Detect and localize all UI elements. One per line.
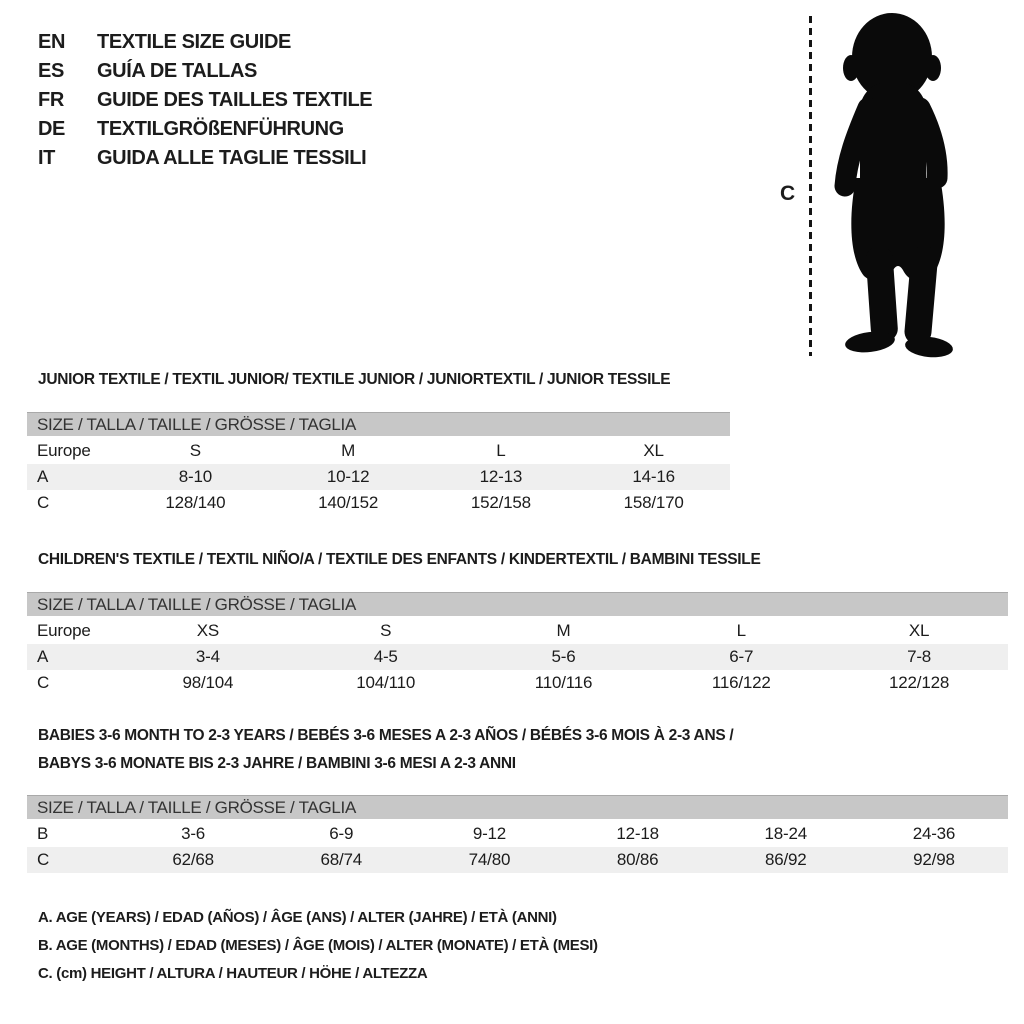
table-cell: 7-8	[907, 647, 932, 666]
note-height-cm: C. (cm) HEIGHT / ALTURA / HAUTEUR / HÖHE / ALTEZZA	[38, 965, 428, 982]
table-cell: S	[380, 621, 392, 640]
table-cell: 86/92	[765, 850, 807, 869]
height-dashed-line	[809, 16, 812, 356]
table-cell: 80/86	[616, 850, 659, 869]
table-cell: M	[556, 621, 571, 640]
children-size-table	[27, 592, 1008, 696]
language-code: EN	[38, 31, 65, 53]
row-label: A	[37, 467, 49, 486]
row-label: Europe	[37, 441, 91, 460]
table-row	[27, 821, 1008, 847]
row-label: C	[37, 850, 50, 869]
table-cell: 62/68	[172, 850, 214, 869]
table-cell: 98/104	[182, 673, 234, 692]
language-label: TEXTILGRÖßENFÜHRUNG	[97, 118, 344, 140]
table-cell: 122/128	[889, 673, 950, 692]
table-cell: M	[341, 441, 356, 460]
language-code: FR	[38, 89, 64, 111]
language-row	[38, 57, 372, 86]
table-row	[27, 438, 730, 464]
table-cell: 3-4	[195, 647, 220, 666]
table-cell: 14-16	[632, 467, 675, 486]
table-cell: S	[189, 441, 201, 460]
table-row	[27, 644, 1008, 670]
note-age-years: A. AGE (YEARS) / EDAD (AÑOS) / ÂGE (ANS) / ALTER (JAHRE) / ETÀ (ANNI)	[38, 909, 557, 926]
table-cell: 92/98	[913, 850, 955, 869]
language-label: GUIDA ALLE TAGLIE TESSILI	[97, 147, 367, 169]
table-cell: 9-12	[472, 824, 507, 843]
table-cell: 104/110	[356, 673, 416, 692]
language-list	[38, 28, 372, 173]
table-cell: 8-10	[178, 467, 212, 486]
language-code: DE	[38, 118, 65, 140]
language-code: ES	[38, 60, 64, 82]
table-size-header: SIZE / TALLA / TAILLE / GRÖSSE / TAGLIA	[27, 592, 1008, 616]
row-label: C	[37, 493, 50, 512]
table-cell: 6-7	[729, 647, 754, 666]
table-cell: 158/170	[623, 493, 684, 512]
table-cell: 12-13	[479, 467, 523, 486]
language-label: TEXTILE SIZE GUIDE	[97, 31, 291, 53]
language-label: GUIDE DES TAILLES TEXTILE	[97, 89, 373, 111]
table-body	[27, 438, 730, 516]
section-title-children	[38, 546, 760, 574]
table-cell: 3-6	[181, 824, 206, 843]
section-title-babies	[38, 722, 733, 778]
section-title-junior	[38, 366, 670, 394]
table-cell: 6-9	[329, 824, 354, 843]
table-cell: 18-24	[764, 824, 808, 843]
table-cell: XL	[908, 621, 930, 640]
height-measure-label: C	[780, 182, 796, 205]
language-row	[38, 86, 372, 115]
table-body	[27, 618, 1008, 696]
table-row	[27, 490, 730, 516]
table-cell: 10-12	[326, 467, 370, 486]
language-row	[38, 144, 372, 173]
table-cell: XL	[643, 441, 664, 460]
section-title-line: BABYS 3-6 MONATE BIS 2-3 JAHRE / BAMBINI 3-6 MESI A 2-3 ANNI	[38, 755, 516, 772]
row-label: Europe	[37, 621, 91, 640]
table-cell: 5-6	[551, 647, 576, 666]
row-label: C	[37, 673, 50, 692]
section-title-line: JUNIOR TEXTILE / TEXTIL JUNIOR/ TEXTILE JUNIOR / JUNIORTEXTIL / JUNIOR TESSILE	[38, 371, 671, 388]
junior-size-table	[27, 412, 730, 516]
section-title-line: CHILDREN'S TEXTILE / TEXTIL NIÑO/A / TEXTILE DES ENFANTS / KINDERTEXTIL / BAMBINI TESSILE	[38, 551, 761, 568]
table-cell: 12-18	[616, 824, 659, 843]
table-cell: 24-36	[912, 824, 956, 843]
table-row	[27, 847, 1008, 873]
row-label: A	[37, 647, 49, 666]
note-age-months: B. AGE (MONTHS) / EDAD (MESES) / ÂGE (MOIS) / ALTER (MONATE) / ETÀ (MESI)	[38, 937, 598, 954]
table-row	[27, 618, 1008, 644]
table-cell: 4-5	[373, 647, 398, 666]
table-row	[27, 464, 730, 490]
table-size-header: SIZE / TALLA / TAILLE / GRÖSSE / TAGLIA	[27, 412, 730, 436]
toddler-silhouette-icon	[818, 8, 988, 360]
table-cell: L	[496, 441, 506, 460]
language-row	[38, 115, 372, 144]
table-size-header: SIZE / TALLA / TAILLE / GRÖSSE / TAGLIA	[27, 795, 1008, 819]
babies-size-table	[27, 795, 1008, 873]
table-body	[27, 821, 1008, 873]
table-cell: 140/152	[318, 493, 379, 512]
language-row	[38, 28, 372, 57]
table-cell: 128/140	[165, 493, 226, 512]
table-row	[27, 670, 1008, 696]
table-cell: XS	[196, 621, 220, 640]
section-title-line: BABIES 3-6 MONTH TO 2-3 YEARS / BEBÉS 3-6 MESES A 2-3 AÑOS / BÉBÉS 3-6 MOIS À 2-3 ANS /	[38, 727, 734, 744]
table-cell: 74/80	[468, 850, 511, 869]
table-cell: 68/74	[320, 850, 363, 869]
table-cell: L	[736, 621, 746, 640]
table-cell: 110/116	[534, 673, 593, 692]
table-cell: 116/122	[711, 673, 771, 692]
language-label: GUÍA DE TALLAS	[97, 60, 257, 82]
legend-notes	[38, 904, 598, 988]
row-label: B	[37, 824, 49, 843]
table-cell: 152/158	[470, 493, 531, 512]
language-code: IT	[38, 147, 55, 169]
